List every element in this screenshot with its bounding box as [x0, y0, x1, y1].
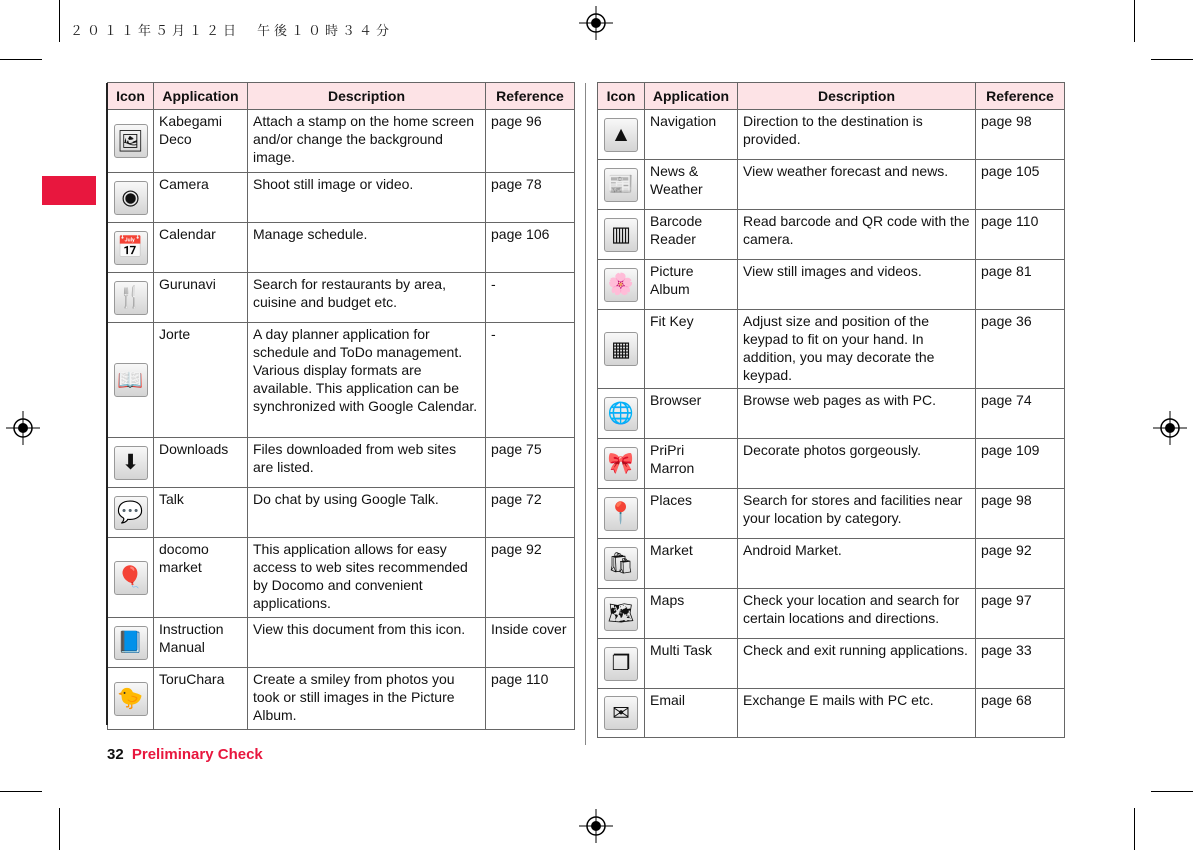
table-row — [598, 160, 1065, 210]
page-reference: page 36 — [976, 310, 1065, 389]
header-application: Application — [154, 83, 248, 110]
right-app-table — [597, 82, 1065, 738]
crop-mark — [1151, 791, 1193, 792]
icon-cell — [598, 639, 645, 689]
page-reference: page 81 — [976, 260, 1065, 310]
picture-album-icon: 🌸 — [604, 268, 638, 302]
page-reference: page 75 — [486, 438, 575, 488]
page-reference: page 110 — [976, 210, 1065, 260]
icon-cell — [598, 210, 645, 260]
map-pin-icon: 📍 — [604, 497, 638, 531]
table-row — [598, 210, 1065, 260]
table-row — [598, 260, 1065, 310]
app-description: Do chat by using Google Talk. — [248, 488, 486, 538]
app-name: PriPri Marron — [645, 439, 738, 489]
table-left-rule — [106, 83, 108, 725]
header-application: Application — [645, 83, 738, 110]
app-name: Picture Album — [645, 260, 738, 310]
icon-cell — [598, 160, 645, 210]
app-description: Files downloaded from web sites are listed. — [248, 438, 486, 488]
table-row — [108, 488, 575, 538]
page-reference: page 78 — [486, 173, 575, 223]
page-reference: page 98 — [976, 489, 1065, 539]
app-description: Decorate photos gorgeously. — [738, 439, 976, 489]
icon-cell — [598, 689, 645, 738]
app-name: Navigation — [645, 110, 738, 160]
email-icon: ✉ — [604, 696, 638, 730]
app-name: Camera — [154, 173, 248, 223]
icon-cell — [108, 538, 154, 618]
app-name: Fit Key — [645, 310, 738, 389]
table-row — [108, 618, 575, 668]
registration-mark-bottom — [579, 809, 613, 843]
app-description: This application allows for easy access to web sites recommended by Docomo and convenient applications. — [248, 538, 486, 618]
app-description: A day planner application for schedule and ToDo management. Various display formats are available. This application can be synchronized with Google Calendar. — [248, 323, 486, 438]
maps-icon: 🗺 — [604, 597, 638, 631]
app-name: Maps — [645, 589, 738, 639]
icon-cell — [598, 260, 645, 310]
icon-cell — [598, 489, 645, 539]
app-description: Check and exit running applications. — [738, 639, 976, 689]
table-row — [598, 589, 1065, 639]
table-row — [598, 439, 1065, 489]
section-tab — [42, 176, 96, 205]
table-row — [108, 668, 575, 730]
table-row — [598, 310, 1065, 389]
table-row — [108, 538, 575, 618]
icon-cell — [598, 110, 645, 160]
table-row — [598, 110, 1065, 160]
app-description: Adjust size and position of the keypad to fit on your hand. In addition, you may decorate the keypad. — [738, 310, 976, 389]
table-header-row — [598, 83, 1065, 110]
app-description: Check your location and search for certain locations and directions. — [738, 589, 976, 639]
page-reference: page 105 — [976, 160, 1065, 210]
app-description: Exchange E mails with PC etc. — [738, 689, 976, 738]
app-description: Browse web pages as with PC. — [738, 389, 976, 439]
app-name: Multi Task — [645, 639, 738, 689]
icon-cell — [108, 273, 154, 323]
app-name: Calendar — [154, 223, 248, 273]
crop-mark — [59, 808, 60, 850]
page-number: 32 — [107, 746, 124, 763]
icon-cell — [108, 110, 154, 173]
page-reference: page 74 — [976, 389, 1065, 439]
page-footer — [107, 746, 263, 763]
icon-cell — [108, 488, 154, 538]
app-name: Downloads — [154, 438, 248, 488]
app-description: View weather forecast and news. — [738, 160, 976, 210]
planner-book-icon: 📖 — [114, 363, 148, 397]
toruchara-chick-icon: 🐤 — [114, 682, 148, 716]
page-reference: page 98 — [976, 110, 1065, 160]
table-row — [108, 323, 575, 438]
crop-mark — [1134, 808, 1135, 850]
page-reference: page 96 — [486, 110, 575, 173]
app-name: News & Weather — [645, 160, 738, 210]
header-reference: Reference — [976, 83, 1065, 110]
app-name: Places — [645, 489, 738, 539]
talk-bubble-icon: 💬 — [114, 496, 148, 530]
app-name: docomo market — [154, 538, 248, 618]
camera-icon: ◉ — [114, 181, 148, 215]
app-description: Search for restaurants by area, cuisine and budget etc. — [248, 273, 486, 323]
table-row — [598, 539, 1065, 589]
icon-cell — [598, 589, 645, 639]
app-description: Direction to the destination is provided. — [738, 110, 976, 160]
app-description: Search for stores and facilities near your location by category. — [738, 489, 976, 539]
icon-cell — [598, 439, 645, 489]
page-reference: page 106 — [486, 223, 575, 273]
registration-mark-left — [6, 411, 40, 445]
table-row — [598, 489, 1065, 539]
icon-cell — [598, 310, 645, 389]
news-weather-icon: 📰 — [604, 168, 638, 202]
app-name: ToruChara — [154, 668, 248, 730]
app-name: Gurunavi — [154, 273, 248, 323]
table-row — [598, 389, 1065, 439]
app-name: Kabegami Deco — [154, 110, 248, 173]
fit-key-icon: ▦ — [604, 332, 638, 366]
table-row — [108, 223, 575, 273]
registration-mark-top — [579, 6, 613, 40]
registration-mark-right — [1153, 411, 1187, 445]
market-bag-icon: 🛍 — [604, 547, 638, 581]
page-reference: page 109 — [976, 439, 1065, 489]
print-timestamp: ２０１１年５月１２日 午後１０時３４分 — [70, 24, 394, 39]
table-row — [108, 110, 575, 173]
page-reference: - — [486, 323, 575, 438]
header-reference: Reference — [486, 83, 575, 110]
gurunavi-icon: 🍴 — [114, 281, 148, 315]
app-name: Market — [645, 539, 738, 589]
crop-mark — [1151, 59, 1193, 60]
icon-cell — [108, 173, 154, 223]
app-name: Browser — [645, 389, 738, 439]
icon-cell — [598, 539, 645, 589]
pripri-marron-icon: 🎀 — [604, 447, 638, 481]
crop-mark — [0, 59, 42, 60]
icon-cell — [108, 438, 154, 488]
page-reference: page 110 — [486, 668, 575, 730]
app-description: View still images and videos. — [738, 260, 976, 310]
calendar-icon: 📅 — [114, 231, 148, 265]
header-icon: Icon — [598, 83, 645, 110]
app-description: Manage schedule. — [248, 223, 486, 273]
download-arrow-icon: ⬇ — [114, 446, 148, 480]
crop-mark — [59, 0, 60, 42]
table-row — [108, 438, 575, 488]
icon-cell — [108, 323, 154, 438]
left-app-table — [107, 82, 575, 730]
table-row — [108, 273, 575, 323]
icon-cell — [108, 618, 154, 668]
app-name: Instruction Manual — [154, 618, 248, 668]
icon-cell — [108, 668, 154, 730]
table-row — [108, 173, 575, 223]
table-row — [598, 689, 1065, 738]
page-reference: page 33 — [976, 639, 1065, 689]
app-name: Talk — [154, 488, 248, 538]
section-title: Preliminary Check — [131, 746, 263, 763]
column-divider — [585, 83, 586, 745]
header-icon: Icon — [108, 83, 154, 110]
app-description: Read barcode and QR code with the camera. — [738, 210, 976, 260]
page-reference: page 92 — [486, 538, 575, 618]
app-description: Shoot still image or video. — [248, 173, 486, 223]
icon-cell — [108, 223, 154, 273]
table-row — [598, 639, 1065, 689]
icon-cell — [598, 389, 645, 439]
globe-icon: 🌐 — [604, 397, 638, 431]
page-reference: page 92 — [976, 539, 1065, 589]
header-description: Description — [248, 83, 486, 110]
app-description: Create a smiley from photos you took or still images in the Picture Album. — [248, 668, 486, 730]
instruction-manual-icon: 📘 — [114, 626, 148, 660]
crop-mark — [1134, 0, 1135, 42]
navigation-arrow-icon: ▲ — [604, 118, 638, 152]
wallpaper-deco-icon: 🖼 — [114, 124, 148, 158]
docomo-market-icon: 🎈 — [114, 561, 148, 595]
page-reference: page 68 — [976, 689, 1065, 738]
crop-mark — [0, 791, 42, 792]
app-name: Barcode Reader — [645, 210, 738, 260]
page-reference: page 97 — [976, 589, 1065, 639]
app-name: Email — [645, 689, 738, 738]
multi-task-icon: ❐ — [604, 647, 638, 681]
app-description: Attach a stamp on the home screen and/or change the background image. — [248, 110, 486, 173]
barcode-icon: ▥ — [604, 218, 638, 252]
page-reference: page 72 — [486, 488, 575, 538]
page-reference: Inside cover — [486, 618, 575, 668]
app-description: Android Market. — [738, 539, 976, 589]
page-reference: - — [486, 273, 575, 323]
header-description: Description — [738, 83, 976, 110]
app-description: View this document from this icon. — [248, 618, 486, 668]
app-name: Jorte — [154, 323, 248, 438]
table-header-row — [108, 83, 575, 110]
